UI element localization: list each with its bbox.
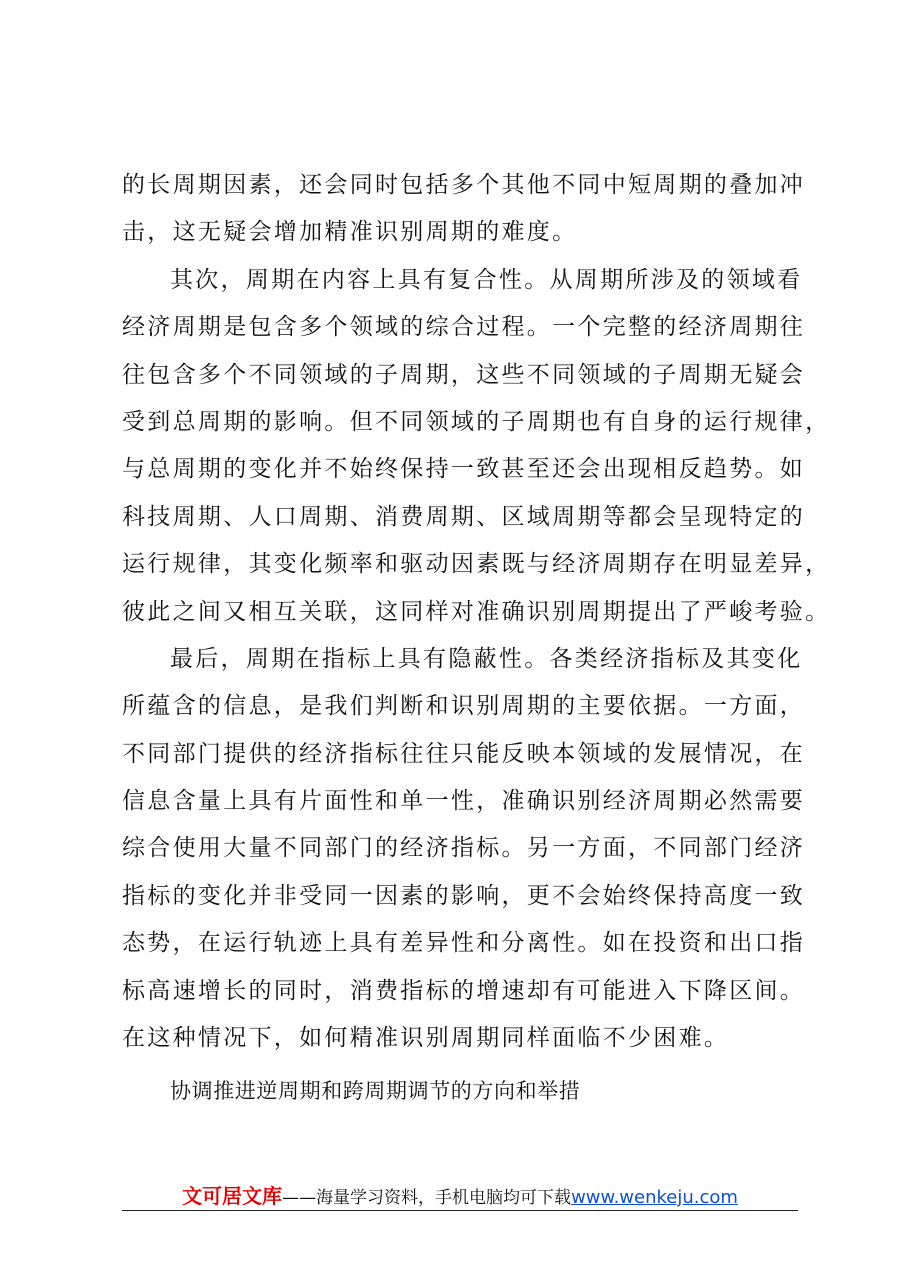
text-line: 指标的变化并非受同一因素的影响，更不会始终保持高度一致 — [122, 882, 806, 909]
text-line: 运行规律，其变化频率和驱动因素既与经济周期存在明显差异， — [122, 551, 831, 578]
text-line: 标高速增长的同时，消费指标的增速却有可能进入下降区间。 — [122, 977, 806, 1004]
paragraph-first-line: 其次，周期在内容上具有复合性。从周期所涉及的领域看 — [170, 266, 803, 293]
text-line: 所蕴含的信息，是我们判断和识别周期的主要依据。一方面， — [122, 693, 806, 720]
footer-slogan: ——海量学习资料，手机电脑均可下载 — [282, 1188, 572, 1208]
body-text — [122, 162, 831, 1062]
footer-brand-name: 文可居文库 — [182, 1184, 283, 1208]
text-line: 击，这无疑会增加精准识别周期的难度。 — [122, 219, 578, 246]
text-line: 综合使用大量不同部门的经济指标。另一方面，不同部门经济 — [122, 835, 806, 862]
text-line: 的长周期因素，还会同时包括多个其他不同中短周期的叠加冲 — [122, 172, 806, 198]
text-line: 经济周期是包含多个领域的综合过程。一个完整的经济周期往 — [122, 314, 806, 341]
text-line: 科技周期、人口周期、消费周期、区域周期等都会呈现特定的 — [122, 503, 806, 530]
text-line: 受到总周期的影响。但不同领域的子周期也有自身的运行规律， — [122, 408, 831, 435]
text-line: 往包含多个不同领域的子周期，这些不同领域的子周期无疑会 — [122, 361, 806, 388]
text-line: 与总周期的变化并不始终保持一致甚至还会出现相反趋势。如 — [122, 456, 806, 483]
paragraph-first-line: 最后，周期在指标上具有隐蔽性。各类经济指标及其变化 — [170, 645, 803, 672]
page-footer — [122, 1180, 798, 1210]
footer-divider — [122, 1210, 798, 1211]
text-line: 在这种情况下，如何精准识别周期同样面临不少困难。 — [122, 1025, 730, 1052]
text-line: 不同部门提供的经济指标往往只能反映本领域的发展情况，在 — [122, 740, 806, 767]
text-line: 彼此之间又相互关联，这同样对准确识别周期提出了严峻考验。 — [122, 598, 831, 625]
section-heading: 协调推进逆周期和跨周期调节的方向和举措 — [170, 1079, 581, 1103]
text-line: 态势，在运行轨迹上具有差异性和分离性。如在投资和出口指 — [122, 930, 806, 957]
text-line: 信息含量上具有片面性和单一性，准确识别经济周期必然需要 — [122, 788, 806, 815]
footer-website-link[interactable]: www.wenkeju.com — [571, 1187, 738, 1208]
